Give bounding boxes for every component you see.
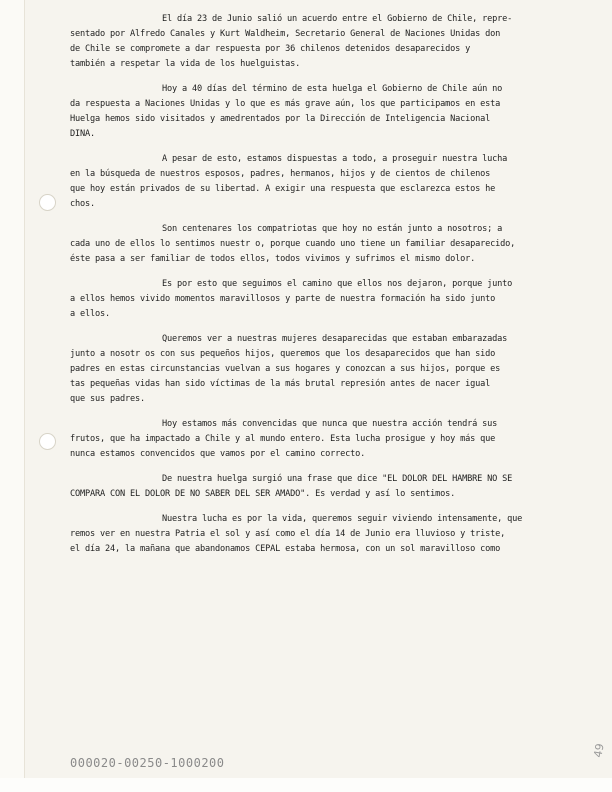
text-line: Hoy estamos más convencidas que nunca que nuestra acción tendrá sus <box>162 419 498 429</box>
text-line: nunca estamos convencidos que vamos por el camino correcto. <box>70 449 366 459</box>
text-line: en la búsqueda de nuestros esposos, padres, hermanos, hijos y de cientos de chilenos <box>70 169 491 179</box>
text-line: cada uno de ellos lo sentimos nuestr o, porque cuando uno tiene un familiar desaparecido, <box>70 239 516 249</box>
text-line: Huelga hemos sido visitados y amedrentados por la Dirección de Inteligencia Nacional <box>70 114 491 124</box>
text-line: chos. <box>70 199 96 209</box>
text-line: Queremos ver a nuestras mujeres desaparecidas que estaban embarazadas <box>162 334 508 344</box>
paragraph-gap <box>70 407 590 417</box>
punch-hole <box>39 194 56 211</box>
page-mark: 49 <box>591 742 607 759</box>
document-body <box>70 12 590 557</box>
text-line: que hoy están privados de su libertad. A exigir una respuesta que esclarezca estos he <box>70 184 496 194</box>
paragraph-gap <box>70 502 590 512</box>
text-line: a ellos hemos vivido momentos maravillosos y parte de nuestra formación ha sido junto <box>70 294 496 304</box>
text-line: que sus padres. <box>70 394 146 404</box>
paragraph-gap <box>70 72 590 82</box>
text-line: sentado por Alfredo Canales y Kurt Waldheim, Secretario General de Naciones Unidas don <box>70 29 501 39</box>
text-line: el día 24, la mañana que abandonamos CEPAL estaba hermosa, con un sol maravilloso como <box>70 544 501 554</box>
archive-stamp: 000020-00250-1000200 <box>70 756 225 770</box>
paragraph-gap <box>70 322 590 332</box>
text-line: COMPARA CON EL DOLOR DE NO SABER DEL SER AMADO". Es verdad y así lo sentimos. <box>70 489 456 499</box>
text-line: remos ver en nuestra Patria el sol y así como el día 14 de Junio era lluvioso y triste, <box>70 529 506 539</box>
text-line: a ellos. <box>70 309 111 319</box>
text-line: frutos, que ha impactado a Chile y al mundo entero. Esta lucha prosigue y hoy más que <box>70 434 496 444</box>
text-line: Son centenares los compatriotas que hoy no están junto a nosotros; a <box>162 224 503 234</box>
paragraph-gap <box>70 142 590 152</box>
text-line: de Chile se compromete a dar respuesta por 36 chilenos detenidos desaparecidos y <box>70 44 471 54</box>
scan-margin <box>0 778 612 792</box>
text-line: DINA. <box>70 129 96 139</box>
text-line: Hoy a 40 días del término de esta huelga el Gobierno de Chile aún no <box>162 84 503 94</box>
text-line: A pesar de esto, estamos dispuestas a todo, a proseguir nuestra lucha <box>162 154 508 164</box>
paragraph-gap <box>70 267 590 277</box>
text-line: Es por esto que seguimos el camino que ellos nos dejaron, porque junto <box>162 279 513 289</box>
text-line: también a respetar la vida de los huelguistas. <box>70 59 301 69</box>
text-line: padres en estas circunstancias vuelvan a sus hogares y conozcan a sus hijos, porque es <box>70 364 501 374</box>
text-line: tas pequeñas vidas han sido víctimas de la más brutal represión antes de nacer igual <box>70 379 491 389</box>
paragraph-gap <box>70 462 590 472</box>
text-line: El día 23 de Junio salió un acuerdo entre el Gobierno de Chile, repre- <box>162 14 513 24</box>
paragraph-gap <box>70 212 590 222</box>
text-line: junto a nosotr os con sus pequeños hijos, queremos que los desaparecidos que han sido <box>70 349 496 359</box>
punch-hole <box>39 433 56 450</box>
text-line: Nuestra lucha es por la vida, queremos seguir viviendo intensamente, que <box>162 514 523 524</box>
text-line: éste pasa a ser familiar de todos ellos, todos vivimos y sufrimos el mismo dolor. <box>70 254 476 264</box>
text-line: da respuesta a Naciones Unidas y lo que es más grave aún, los que participamos en esta <box>70 99 501 109</box>
text-line: De nuestra huelga surgió una frase que dice "EL DOLOR DEL HAMBRE NO SE <box>162 474 513 484</box>
